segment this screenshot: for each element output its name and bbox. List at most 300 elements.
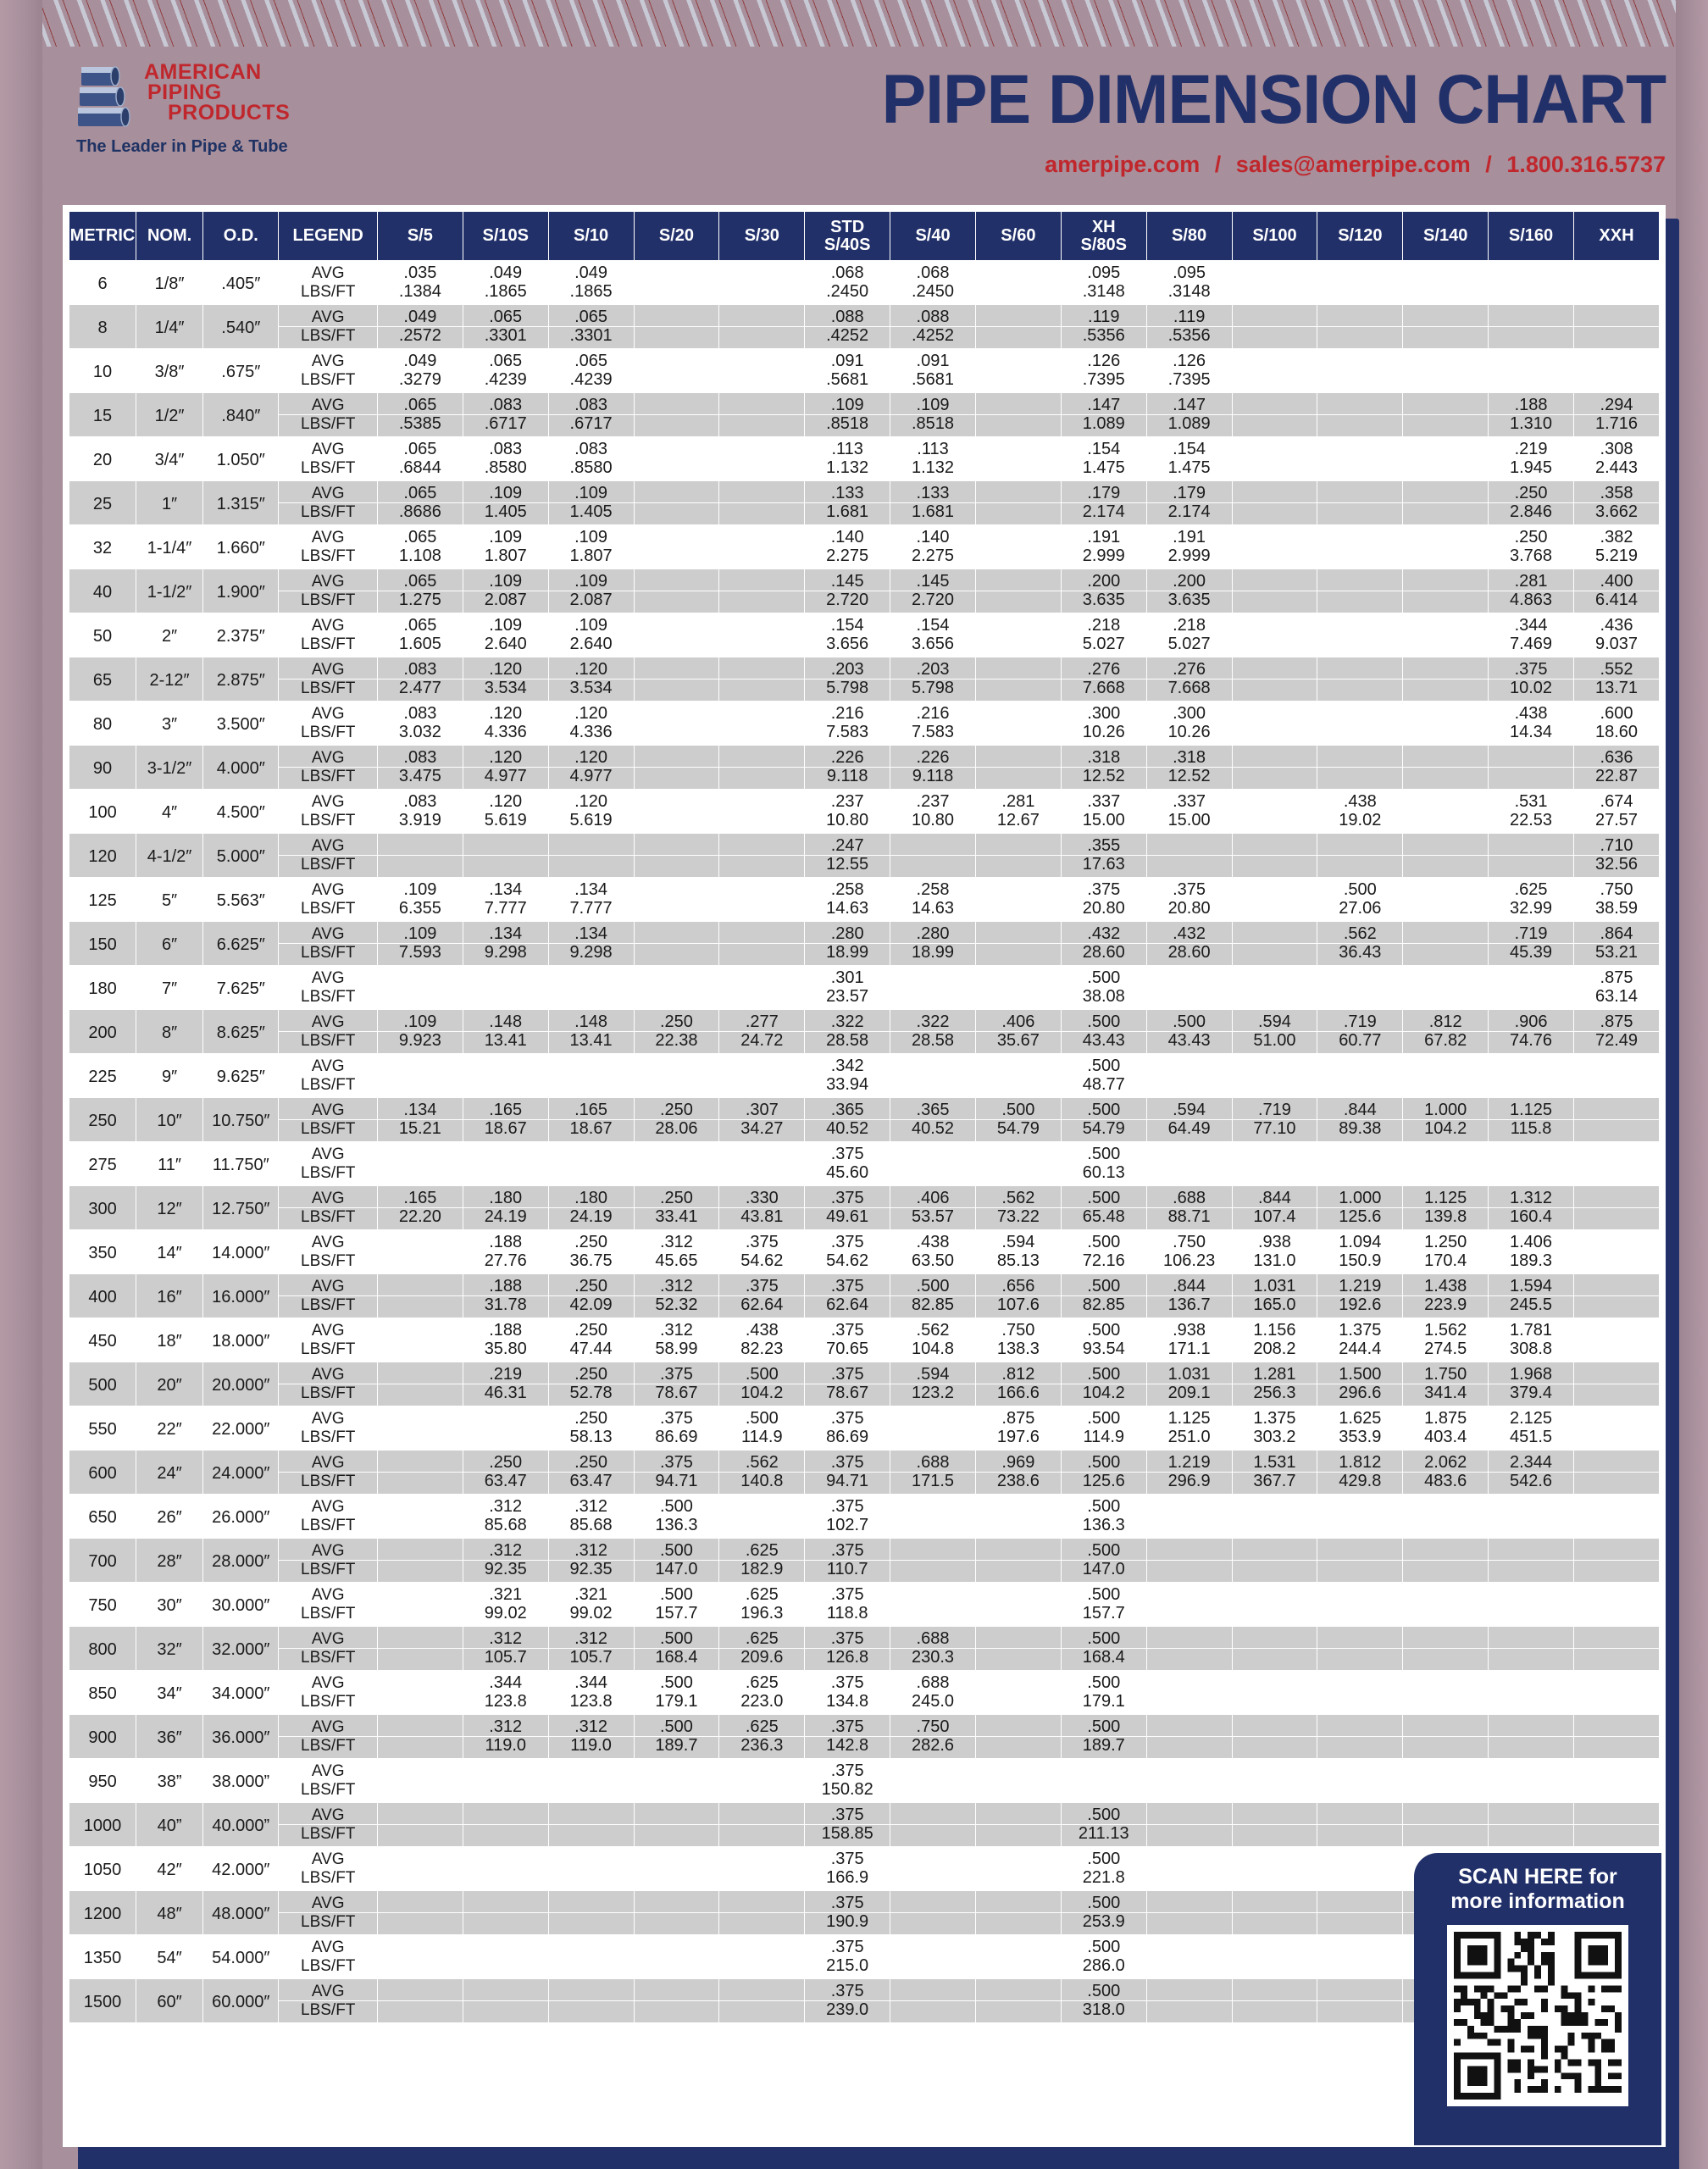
cell-lbsft: 12.55 bbox=[805, 856, 890, 878]
cell-lbsft: 62.64 bbox=[805, 1296, 890, 1318]
cell-lbsft bbox=[975, 283, 1061, 305]
cell-avg: .375 bbox=[1061, 878, 1146, 900]
cell-metric: 300 bbox=[69, 1186, 136, 1230]
cell-lbsft bbox=[1232, 768, 1317, 790]
cell-avg bbox=[975, 525, 1061, 547]
cell-lbsft bbox=[1232, 856, 1317, 878]
cell-lbsft: 171.5 bbox=[890, 1473, 976, 1495]
column-header-xxh: XXH bbox=[1573, 212, 1659, 261]
cell-lbsft bbox=[1146, 1164, 1232, 1186]
cell-lbsft: 403.4 bbox=[1403, 1428, 1489, 1451]
cell-avg: .188 bbox=[463, 1230, 548, 1252]
cell-avg: .344 bbox=[548, 1671, 634, 1693]
cell-avg bbox=[975, 349, 1061, 371]
cell-avg: .294 bbox=[1573, 393, 1659, 415]
cell-lbsft bbox=[377, 1340, 463, 1362]
cell-metric: 40 bbox=[69, 569, 136, 613]
cell-metric: 1500 bbox=[69, 1979, 136, 2023]
cell-avg bbox=[975, 1583, 1061, 1605]
cell-avg bbox=[1489, 1054, 1574, 1076]
cell-avg: .250 bbox=[548, 1230, 634, 1252]
cell-lbsft bbox=[1403, 1649, 1489, 1671]
cell-lbsft: 1.275 bbox=[377, 591, 463, 613]
cell-legend-lbsft: LBS/FT bbox=[279, 415, 377, 437]
cell-avg: .165 bbox=[377, 1186, 463, 1208]
cell-lbsft: .8518 bbox=[890, 415, 976, 437]
cell-avg: .375 bbox=[805, 1230, 890, 1252]
cell-avg: .600 bbox=[1573, 702, 1659, 724]
cell-nom: 54″ bbox=[136, 1935, 203, 1979]
cell-avg bbox=[1232, 1671, 1317, 1693]
cell-lbsft bbox=[1317, 856, 1403, 878]
cell-lbsft bbox=[548, 1781, 634, 1803]
cell-nom: 1-1/4″ bbox=[136, 525, 203, 569]
cell-nom: 24″ bbox=[136, 1451, 203, 1495]
cell-nom: 40” bbox=[136, 1803, 203, 1847]
cell-avg bbox=[975, 966, 1061, 988]
cell-lbsft bbox=[634, 1957, 719, 1979]
cell-lbsft bbox=[975, 1076, 1061, 1098]
cell-avg: .500 bbox=[1146, 1010, 1232, 1032]
cell-legend-lbsft: LBS/FT bbox=[279, 1781, 377, 1803]
cell-avg bbox=[1317, 569, 1403, 591]
cell-avg bbox=[634, 1054, 719, 1076]
cell-legend-avg: AVG bbox=[279, 437, 377, 459]
cell-metric: 750 bbox=[69, 1583, 136, 1627]
cell-avg: .750 bbox=[1146, 1230, 1232, 1252]
cell-lbsft: 32.99 bbox=[1489, 900, 1574, 922]
cell-nom: 6″ bbox=[136, 922, 203, 966]
cell-lbsft: 2.720 bbox=[890, 591, 976, 613]
cell-avg: .500 bbox=[1061, 1979, 1146, 2001]
cell-lbsft bbox=[1061, 1781, 1146, 1803]
cell-avg: 1.000 bbox=[1317, 1186, 1403, 1208]
cell-lbsft bbox=[1573, 1561, 1659, 1583]
cell-lbsft bbox=[1317, 768, 1403, 790]
cell-avg: .188 bbox=[1489, 393, 1574, 415]
column-header-std-s-40s: STD S/40S bbox=[805, 212, 890, 261]
cell-avg bbox=[1489, 834, 1574, 856]
cell-avg: .203 bbox=[890, 657, 976, 680]
cell-lbsft bbox=[1403, 1164, 1489, 1186]
cell-legend-lbsft: LBS/FT bbox=[279, 591, 377, 613]
cell-avg: .436 bbox=[1573, 613, 1659, 635]
cell-od: 26.000″ bbox=[203, 1495, 279, 1539]
cell-lbsft bbox=[890, 1076, 976, 1098]
cell-od: 8.625″ bbox=[203, 1010, 279, 1054]
cell-nom: 26″ bbox=[136, 1495, 203, 1539]
cell-lbsft bbox=[975, 503, 1061, 525]
cell-avg: .250 bbox=[463, 1451, 548, 1473]
cell-lbsft bbox=[975, 1164, 1061, 1186]
cell-lbsft bbox=[1489, 1076, 1574, 1098]
cell-avg: .322 bbox=[805, 1010, 890, 1032]
cell-nom: 1/4″ bbox=[136, 305, 203, 349]
cell-od: 60.000″ bbox=[203, 1979, 279, 2023]
cell-od: 40.000” bbox=[203, 1803, 279, 1847]
cell-lbsft bbox=[634, 1913, 719, 1935]
cell-avg: .375 bbox=[805, 1803, 890, 1825]
cell-avg bbox=[1146, 1715, 1232, 1737]
cell-legend-avg: AVG bbox=[279, 702, 377, 724]
cell-lbsft: 13.41 bbox=[463, 1032, 548, 1054]
cell-lbsft bbox=[719, 1076, 805, 1098]
cell-avg bbox=[377, 1539, 463, 1561]
cell-avg bbox=[634, 1891, 719, 1913]
cell-lbsft: 40.52 bbox=[805, 1120, 890, 1142]
cell-lbsft bbox=[1232, 1561, 1317, 1583]
cell-avg bbox=[975, 1627, 1061, 1649]
cell-lbsft bbox=[719, 724, 805, 746]
cell-avg: .088 bbox=[805, 305, 890, 327]
cell-lbsft: 32.56 bbox=[1573, 856, 1659, 878]
cell-nom: 16″ bbox=[136, 1274, 203, 1318]
cell-avg bbox=[548, 1759, 634, 1781]
cell-lbsft bbox=[1232, 635, 1317, 657]
cell-avg: .109 bbox=[377, 1010, 463, 1032]
cell-lbsft bbox=[1317, 1076, 1403, 1098]
cell-avg bbox=[1317, 613, 1403, 635]
cell-avg bbox=[719, 1979, 805, 2001]
cell-avg: .083 bbox=[463, 393, 548, 415]
cell-lbsft: 542.6 bbox=[1489, 1473, 1574, 1495]
cell-lbsft bbox=[1232, 944, 1317, 966]
cell-lbsft bbox=[1403, 856, 1489, 878]
cell-avg: .312 bbox=[548, 1539, 634, 1561]
cell-avg bbox=[634, 834, 719, 856]
cell-lbsft bbox=[1146, 1913, 1232, 1935]
cell-lbsft: 43.43 bbox=[1061, 1032, 1146, 1054]
cell-lbsft: 168.4 bbox=[1061, 1649, 1146, 1671]
cell-avg bbox=[377, 1451, 463, 1473]
cell-lbsft bbox=[1232, 371, 1317, 393]
cell-lbsft bbox=[1146, 1561, 1232, 1583]
cell-metric: 1350 bbox=[69, 1935, 136, 1979]
cell-avg bbox=[719, 481, 805, 503]
cell-lbsft: .3148 bbox=[1061, 283, 1146, 305]
cell-avg: .322 bbox=[890, 1010, 976, 1032]
cell-legend-avg: AVG bbox=[279, 1142, 377, 1164]
cell-avg: 1.500 bbox=[1317, 1362, 1403, 1384]
cell-lbsft: 136.3 bbox=[634, 1517, 719, 1539]
cell-lbsft bbox=[1489, 327, 1574, 349]
cell-avg bbox=[1232, 1583, 1317, 1605]
cell-lbsft bbox=[975, 856, 1061, 878]
email-link[interactable]: sales@amerpipe.com bbox=[1235, 152, 1471, 177]
cell-avg: .400 bbox=[1573, 569, 1659, 591]
cell-avg: .382 bbox=[1573, 525, 1659, 547]
cell-avg: .312 bbox=[634, 1230, 719, 1252]
cell-lbsft: 4.336 bbox=[548, 724, 634, 746]
cell-avg bbox=[890, 1406, 976, 1428]
cell-avg: .330 bbox=[719, 1186, 805, 1208]
table-row bbox=[69, 1362, 1660, 1384]
cell-legend-lbsft: LBS/FT bbox=[279, 1208, 377, 1230]
cell-avg: .109 bbox=[463, 481, 548, 503]
cell-avg: .258 bbox=[805, 878, 890, 900]
cell-legend-avg: AVG bbox=[279, 657, 377, 680]
cell-avg bbox=[1317, 1759, 1403, 1781]
cell-lbsft: 189.7 bbox=[634, 1737, 719, 1759]
cell-legend-lbsft: LBS/FT bbox=[279, 1032, 377, 1054]
cell-avg: 1.250 bbox=[1403, 1230, 1489, 1252]
website-link[interactable]: amerpipe.com bbox=[1045, 152, 1201, 177]
cell-lbsft bbox=[975, 1693, 1061, 1715]
cell-avg bbox=[1232, 349, 1317, 371]
cell-lbsft: 60.77 bbox=[1317, 1032, 1403, 1054]
cell-avg: 1.031 bbox=[1232, 1274, 1317, 1296]
cell-avg bbox=[1489, 1715, 1574, 1737]
cell-avg: .126 bbox=[1061, 349, 1146, 371]
left-background-band bbox=[0, 0, 42, 2169]
cell-avg: .145 bbox=[890, 569, 976, 591]
cell-lbsft bbox=[463, 1869, 548, 1891]
cell-avg bbox=[1317, 261, 1403, 283]
cell-avg bbox=[1232, 261, 1317, 283]
cell-avg bbox=[1403, 569, 1489, 591]
cell-avg: .140 bbox=[890, 525, 976, 547]
cell-avg bbox=[1232, 790, 1317, 812]
cell-avg: .375 bbox=[1146, 878, 1232, 900]
cell-lbsft bbox=[890, 2001, 976, 2023]
cell-avg: .688 bbox=[1146, 1186, 1232, 1208]
cell-metric: 700 bbox=[69, 1539, 136, 1583]
cell-avg: .875 bbox=[1573, 1010, 1659, 1032]
cell-avg: .083 bbox=[548, 393, 634, 415]
column-header-legend: LEGEND bbox=[279, 212, 377, 261]
cell-lbsft bbox=[1317, 1913, 1403, 1935]
cell-avg bbox=[377, 1495, 463, 1517]
cell-lbsft bbox=[1232, 591, 1317, 613]
cell-lbsft: 27.57 bbox=[1573, 812, 1659, 834]
cell-lbsft bbox=[1403, 1517, 1489, 1539]
cell-lbsft: 73.22 bbox=[975, 1208, 1061, 1230]
cell-lbsft bbox=[1232, 327, 1317, 349]
cell-lbsft bbox=[1403, 547, 1489, 569]
cell-lbsft: 60.13 bbox=[1061, 1164, 1146, 1186]
cell-avg: .188 bbox=[463, 1318, 548, 1340]
cell-avg bbox=[634, 790, 719, 812]
cell-avg bbox=[1232, 613, 1317, 635]
cell-avg: 1.875 bbox=[1403, 1406, 1489, 1428]
cell-lbsft bbox=[1573, 283, 1659, 305]
cell-avg bbox=[1573, 1803, 1659, 1825]
cell-lbsft bbox=[1232, 1869, 1317, 1891]
cell-lbsft: 85.68 bbox=[463, 1517, 548, 1539]
cell-lbsft: 49.61 bbox=[805, 1208, 890, 1230]
cell-avg bbox=[1317, 437, 1403, 459]
cell-lbsft bbox=[1573, 1649, 1659, 1671]
cell-avg bbox=[1489, 1627, 1574, 1649]
cell-lbsft: 429.8 bbox=[1317, 1473, 1403, 1495]
cell-avg bbox=[377, 1230, 463, 1252]
cell-avg bbox=[975, 1891, 1061, 1913]
cell-avg: .844 bbox=[1232, 1186, 1317, 1208]
cell-lbsft bbox=[1573, 1384, 1659, 1406]
cell-legend-lbsft: LBS/FT bbox=[279, 459, 377, 481]
cell-avg: .375 bbox=[805, 1583, 890, 1605]
cell-avg: .280 bbox=[890, 922, 976, 944]
cell-avg bbox=[377, 1054, 463, 1076]
cell-nom: 4-1/2″ bbox=[136, 834, 203, 878]
cell-nom: 34″ bbox=[136, 1671, 203, 1715]
cell-avg bbox=[1317, 1627, 1403, 1649]
table-row bbox=[69, 1583, 1660, 1605]
cell-lbsft: .3301 bbox=[548, 327, 634, 349]
cell-avg bbox=[548, 1803, 634, 1825]
cell-avg bbox=[719, 1891, 805, 1913]
cell-lbsft bbox=[1573, 1737, 1659, 1759]
cell-lbsft bbox=[1317, 591, 1403, 613]
cell-avg: .203 bbox=[805, 657, 890, 680]
cell-avg bbox=[1232, 1627, 1317, 1649]
cell-lbsft bbox=[634, 1869, 719, 1891]
cell-avg bbox=[463, 1406, 548, 1428]
cell-avg bbox=[634, 1979, 719, 2001]
cell-lbsft bbox=[1232, 1605, 1317, 1627]
cell-lbsft: 168.4 bbox=[634, 1649, 719, 1671]
cell-lbsft: 3.475 bbox=[377, 768, 463, 790]
cell-legend-avg: AVG bbox=[279, 1847, 377, 1869]
cell-avg: .500 bbox=[1061, 1098, 1146, 1120]
cell-avg: .719 bbox=[1489, 922, 1574, 944]
cell-avg: .312 bbox=[463, 1495, 548, 1517]
cell-lbsft bbox=[1232, 1517, 1317, 1539]
cell-lbsft: .8518 bbox=[805, 415, 890, 437]
cell-nom: 1″ bbox=[136, 481, 203, 525]
cell-avg: .307 bbox=[719, 1098, 805, 1120]
cell-avg bbox=[890, 966, 976, 988]
table-row bbox=[69, 922, 1660, 944]
cell-avg bbox=[975, 261, 1061, 283]
cell-avg: .562 bbox=[719, 1451, 805, 1473]
cell-lbsft bbox=[719, 900, 805, 922]
cell-avg bbox=[634, 393, 719, 415]
cell-avg: 1.375 bbox=[1232, 1406, 1317, 1428]
qr-code-icon[interactable] bbox=[1447, 1925, 1628, 2106]
cell-legend-lbsft: LBS/FT bbox=[279, 812, 377, 834]
cell-avg bbox=[463, 966, 548, 988]
cell-avg: .109 bbox=[548, 481, 634, 503]
cell-od: 2.875″ bbox=[203, 657, 279, 702]
cell-avg: .938 bbox=[1146, 1318, 1232, 1340]
cell-avg: .500 bbox=[634, 1495, 719, 1517]
cell-avg bbox=[1232, 1715, 1317, 1737]
cell-lbsft: 119.0 bbox=[463, 1737, 548, 1759]
cell-lbsft: 142.8 bbox=[805, 1737, 890, 1759]
cell-avg: .688 bbox=[890, 1627, 976, 1649]
cell-legend-avg: AVG bbox=[279, 1583, 377, 1605]
cell-lbsft bbox=[548, 1957, 634, 1979]
scan-here-panel[interactable] bbox=[1414, 1853, 1661, 2145]
cell-avg bbox=[463, 1054, 548, 1076]
cell-lbsft bbox=[890, 1913, 976, 1935]
column-header-metric: METRIC bbox=[69, 212, 136, 261]
cell-avg: 1.531 bbox=[1232, 1451, 1317, 1473]
table-row bbox=[69, 503, 1660, 525]
cell-od: 4.500″ bbox=[203, 790, 279, 834]
cell-avg bbox=[1573, 1759, 1659, 1781]
cell-lbsft bbox=[634, 503, 719, 525]
contact-separator-1: / bbox=[1214, 152, 1222, 177]
cell-lbsft: 341.4 bbox=[1403, 1384, 1489, 1406]
cell-lbsft: 126.8 bbox=[805, 1649, 890, 1671]
cell-avg bbox=[1403, 746, 1489, 768]
cell-avg bbox=[1489, 305, 1574, 327]
cell-lbsft: .3279 bbox=[377, 371, 463, 393]
stacked-pipes-icon bbox=[76, 64, 137, 130]
cell-lbsft bbox=[1489, 1164, 1574, 1186]
cell-avg bbox=[1317, 481, 1403, 503]
cell-avg: .065 bbox=[463, 305, 548, 327]
scan-here-line-1: SCAN HERE for bbox=[1458, 1865, 1617, 1889]
cell-lbsft: 18.99 bbox=[805, 944, 890, 966]
cell-lbsft: 3.635 bbox=[1146, 591, 1232, 613]
cell-avg: .154 bbox=[1146, 437, 1232, 459]
pipe-dimension-table-container bbox=[64, 206, 1665, 2146]
cell-avg: 1.125 bbox=[1403, 1186, 1489, 1208]
cell-avg: .191 bbox=[1061, 525, 1146, 547]
cell-lbsft: .2450 bbox=[805, 283, 890, 305]
scan-here-line-2: more information bbox=[1450, 1889, 1625, 1913]
cell-lbsft bbox=[1232, 724, 1317, 746]
cell-avg: 2.125 bbox=[1489, 1406, 1574, 1428]
cell-avg bbox=[719, 1142, 805, 1164]
cell-lbsft: .1865 bbox=[463, 283, 548, 305]
cell-lbsft: 107.6 bbox=[975, 1296, 1061, 1318]
cell-avg: .250 bbox=[1489, 481, 1574, 503]
cell-lbsft: 123.8 bbox=[548, 1693, 634, 1715]
cell-avg: .109 bbox=[377, 922, 463, 944]
cell-lbsft bbox=[1317, 1869, 1403, 1891]
cell-avg bbox=[548, 834, 634, 856]
cell-legend-avg: AVG bbox=[279, 613, 377, 635]
cell-lbsft: 166.9 bbox=[805, 1869, 890, 1891]
cell-avg bbox=[377, 1142, 463, 1164]
cell-avg bbox=[1403, 834, 1489, 856]
cell-avg bbox=[1232, 1054, 1317, 1076]
cell-avg bbox=[1489, 1539, 1574, 1561]
cell-lbsft bbox=[1232, 1737, 1317, 1759]
cell-avg: .083 bbox=[377, 657, 463, 680]
table-row bbox=[69, 1539, 1660, 1561]
cell-lbsft bbox=[1232, 283, 1317, 305]
cell-metric: 125 bbox=[69, 878, 136, 922]
cell-avg: .109 bbox=[463, 569, 548, 591]
cell-lbsft bbox=[890, 988, 976, 1010]
phone-number[interactable]: 1.800.316.5737 bbox=[1506, 152, 1666, 177]
cell-avg bbox=[1489, 261, 1574, 283]
cell-lbsft: 5.619 bbox=[463, 812, 548, 834]
cell-avg bbox=[1403, 922, 1489, 944]
cell-lbsft bbox=[1232, 1957, 1317, 1979]
cell-avg: 1.625 bbox=[1317, 1406, 1403, 1428]
cell-avg bbox=[975, 1539, 1061, 1561]
cell-legend-lbsft: LBS/FT bbox=[279, 1164, 377, 1186]
cell-avg bbox=[1573, 1715, 1659, 1737]
cell-lbsft bbox=[1403, 1076, 1489, 1098]
bottom-accent-bar bbox=[78, 2157, 1679, 2169]
cell-lbsft: 63.50 bbox=[890, 1252, 976, 1274]
cell-lbsft: 62.64 bbox=[719, 1296, 805, 1318]
cell-metric: 1200 bbox=[69, 1891, 136, 1935]
cell-lbsft: 74.76 bbox=[1489, 1032, 1574, 1054]
cell-avg: .219 bbox=[463, 1362, 548, 1384]
cell-avg bbox=[1489, 966, 1574, 988]
cell-avg bbox=[1573, 1098, 1659, 1120]
cell-lbsft: 7.777 bbox=[548, 900, 634, 922]
cell-lbsft bbox=[890, 1825, 976, 1847]
